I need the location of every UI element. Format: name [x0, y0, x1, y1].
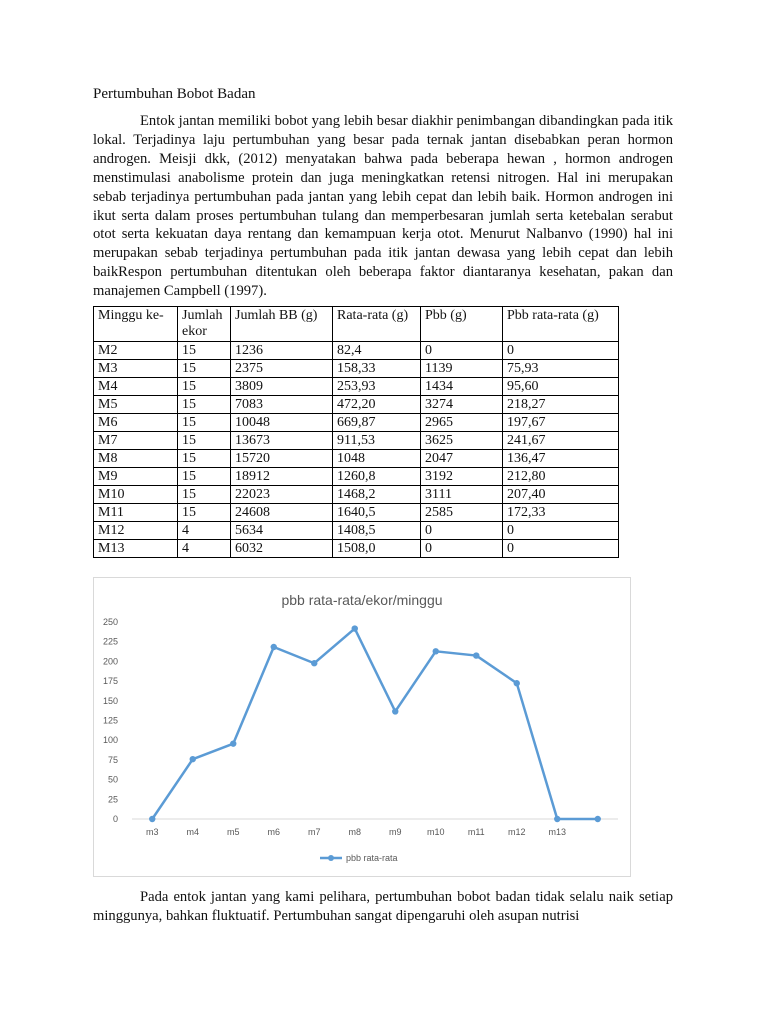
table-cell: 7083 [231, 396, 333, 414]
table-cell: 15 [178, 360, 231, 378]
y-tick-label: 125 [102, 715, 118, 726]
table-cell: 0 [421, 540, 503, 558]
table-cell: 669,87 [333, 414, 421, 432]
y-tick-label: 150 [102, 695, 118, 706]
table-cell: 1236 [231, 342, 333, 360]
x-tick-label: m5 [226, 827, 240, 837]
table-cell: 15 [178, 486, 231, 504]
table-header-cell: Jumlah ekor [178, 307, 231, 342]
y-tick-label: 75 [107, 754, 118, 765]
table-cell: 241,67 [503, 432, 619, 450]
table-cell: M12 [94, 522, 178, 540]
table-row [94, 468, 619, 486]
table-cell: M2 [94, 342, 178, 360]
data-point [352, 625, 358, 631]
table-cell: 4 [178, 522, 231, 540]
body-paragraph-2: Pada entok jantan yang kami pelihara, pertumbuhan bobot badan tidak selalu naik setiap minggunya, bahkan fluktuatif. Pertumbuhan sangat dipengaruhi oleh asupan nutrisi [93, 889, 673, 924]
legend-label: pbb rata-rata [346, 853, 398, 863]
x-tick-label: m11 [467, 827, 485, 837]
table-cell: 15 [178, 378, 231, 396]
table-cell: 10048 [231, 414, 333, 432]
table-cell: 197,67 [503, 414, 619, 432]
x-tick-label: m7 [307, 827, 321, 837]
y-tick-label: 100 [102, 735, 118, 746]
data-point [514, 680, 520, 686]
table-cell: 3111 [421, 486, 503, 504]
table-row [94, 342, 619, 360]
table-header-cell: Minggu ke- [94, 307, 178, 342]
table-cell: M6 [94, 414, 178, 432]
x-tick-label: m12 [507, 827, 526, 837]
table-cell: 2585 [421, 504, 503, 522]
table-cell: 3625 [421, 432, 503, 450]
table-cell: 15 [178, 414, 231, 432]
table-cell: M11 [94, 504, 178, 522]
table-cell: M5 [94, 396, 178, 414]
table-cell: 136,47 [503, 450, 619, 468]
data-point [595, 816, 601, 822]
table-cell: 2375 [231, 360, 333, 378]
table-cell: 4 [178, 540, 231, 558]
table-row [94, 432, 619, 450]
table-header-cell: Pbb rata-rata (g) [503, 307, 619, 342]
table-cell: 15720 [231, 450, 333, 468]
table-cell: 472,20 [333, 396, 421, 414]
table-row [94, 414, 619, 432]
table-cell: 13673 [231, 432, 333, 450]
y-tick-label: 25 [107, 794, 118, 805]
table-cell: 22023 [231, 486, 333, 504]
table-cell: 82,4 [333, 342, 421, 360]
table-cell: 212,80 [503, 468, 619, 486]
table-cell: 1508,0 [333, 540, 421, 558]
table-cell: 1408,5 [333, 522, 421, 540]
table-cell: 15 [178, 432, 231, 450]
body-paragraph-1: Entok jantan memiliki bobot yang lebih besar diakhir penimbangan dibandingkan pada itik lokal. Terjadinya laju pertumbuhan yang besar pada ternak jantan disebabkan peran hormon androgen. Meisji dkk, (2012) menyatakan bahwa pada beberapa hewan , hormon androgen menstimulasi anabolisme protein dan juga meningkatkan retensi nitrogen. Hal ini merupakan sebab terjadinya pertumbuhan pada jantan yang lebih cepat dan lebih baik. Hormon androgen ini ikut serta dalam proses pertumbuhan tulang dan memperbesaran jumlah serta ketebalan serabut otot serta kekuatan daya rentang dan kemampuan kerja otot. Menurut Nalbanvo (1990) hal ini merupakan sebab terjadinya pertumbuhan pada itik jantan dewasa yang lebih cepat dan lebih baikRespon pertumbuhan ditentukan oleh beberapa faktor diantaranya kesehatan, pakan dan manajemen Campbell (1997). [93, 113, 673, 300]
table-row [94, 450, 619, 468]
table-cell: M10 [94, 486, 178, 504]
chart-legend [320, 853, 398, 863]
x-tick-label: m6 [267, 827, 281, 837]
table-cell: 0 [421, 522, 503, 540]
table-cell: 6032 [231, 540, 333, 558]
table-row [94, 360, 619, 378]
x-tick-label: m3 [145, 827, 159, 837]
x-tick-label: m8 [348, 827, 362, 837]
table-cell: 1139 [421, 360, 503, 378]
table-cell: 0 [503, 522, 619, 540]
y-tick-label: 225 [102, 636, 118, 647]
table-cell: 5634 [231, 522, 333, 540]
table-row [94, 504, 619, 522]
table-cell: 253,93 [333, 378, 421, 396]
data-point [311, 660, 317, 666]
table-cell: 18912 [231, 468, 333, 486]
data-point [433, 648, 439, 654]
chart-frame [93, 577, 631, 877]
table-cell: 15 [178, 504, 231, 522]
table-cell: 158,33 [333, 360, 421, 378]
table-cell: 2047 [421, 450, 503, 468]
table-cell: 3274 [421, 396, 503, 414]
table-cell: 0 [503, 540, 619, 558]
table-header-cell: Jumlah BB (g) [231, 307, 333, 342]
x-tick-label: m4 [186, 827, 200, 837]
table-cell: 24608 [231, 504, 333, 522]
table-cell: 15 [178, 468, 231, 486]
chart-title: pbb rata-rata/ekor/minggu [281, 592, 443, 608]
table-cell: M3 [94, 360, 178, 378]
y-tick-label: 250 [102, 617, 118, 627]
series-line [152, 629, 598, 819]
growth-table [93, 306, 619, 558]
table-row [94, 396, 619, 414]
table-cell: 1434 [421, 378, 503, 396]
table-cell: M13 [94, 540, 178, 558]
table-cell: 218,27 [503, 396, 619, 414]
table-header-cell: Rata-rata (g) [333, 307, 421, 342]
table-cell: 0 [503, 342, 619, 360]
data-point [473, 652, 479, 658]
table-cell: 2965 [421, 414, 503, 432]
table-row [94, 522, 619, 540]
table-cell: 1260,8 [333, 468, 421, 486]
table-row [94, 486, 619, 504]
table-header-row [94, 307, 619, 342]
table-cell: 15 [178, 342, 231, 360]
data-point [392, 708, 398, 714]
table-cell: 95,60 [503, 378, 619, 396]
data-point [271, 644, 277, 650]
x-tick-label: m10 [426, 827, 445, 837]
table-cell: 1468,2 [333, 486, 421, 504]
y-tick-label: 50 [107, 774, 118, 785]
table-cell: 3192 [421, 468, 503, 486]
table-cell: 15 [178, 450, 231, 468]
line-chart [94, 578, 630, 876]
x-tick-label: m9 [388, 827, 402, 837]
table-cell: M4 [94, 378, 178, 396]
table-cell: 1048 [333, 450, 421, 468]
table-cell: M8 [94, 450, 178, 468]
table-row [94, 540, 619, 558]
table-cell: 75,93 [503, 360, 619, 378]
table-cell: M7 [94, 432, 178, 450]
data-point [190, 756, 196, 762]
section-heading: Pertumbuhan Bobot Badan [93, 86, 256, 102]
data-point [554, 816, 560, 822]
table-cell: M9 [94, 468, 178, 486]
table-cell: 911,53 [333, 432, 421, 450]
x-tick-label: m13 [548, 827, 567, 837]
table-cell: 172,33 [503, 504, 619, 522]
y-tick-label: 200 [102, 656, 118, 667]
data-point [230, 740, 236, 746]
y-tick-label: 175 [102, 676, 118, 687]
table-cell: 1640,5 [333, 504, 421, 522]
table-header-cell: Pbb (g) [421, 307, 503, 342]
table-cell: 15 [178, 396, 231, 414]
table-cell: 3809 [231, 378, 333, 396]
legend-marker-icon [328, 855, 334, 861]
table-cell: 0 [421, 342, 503, 360]
table-row [94, 378, 619, 396]
data-point [149, 816, 155, 822]
y-tick-label: 0 [112, 814, 118, 824]
table-cell: 207,40 [503, 486, 619, 504]
